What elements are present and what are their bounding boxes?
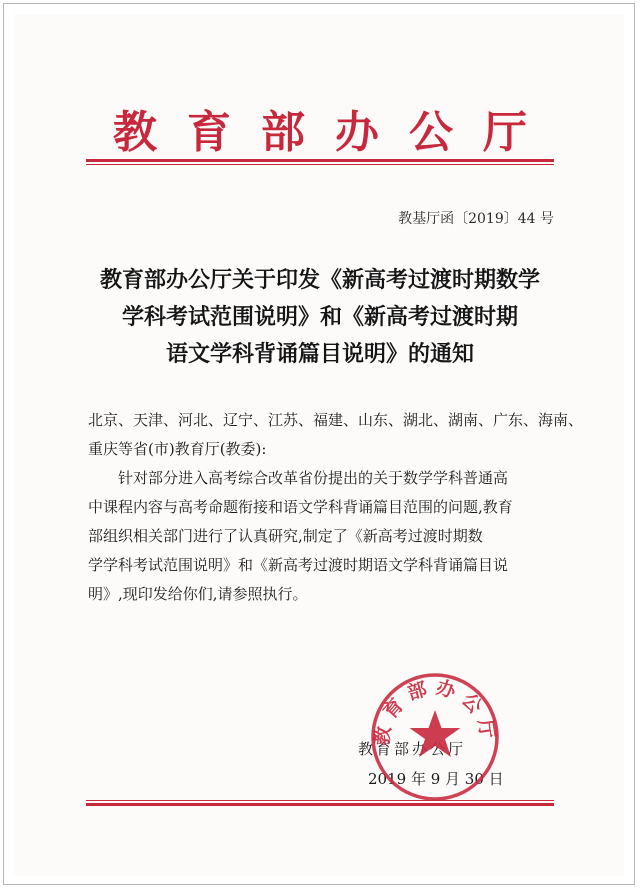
seal-text: 教育部办公厅 <box>370 676 500 748</box>
notice-title <box>60 262 580 373</box>
masthead-red-rule <box>86 159 554 165</box>
addressee-line: 重庆等省(市)教育厅(教委): <box>88 440 267 458</box>
addressee <box>88 406 584 464</box>
seal-star-icon <box>410 710 461 757</box>
title-line: 语文学科背诵篇目说明》的通知 <box>165 341 474 367</box>
body-line: 针对部分进入高考综合改革省份提出的关于数学学科普通高 <box>118 469 509 487</box>
body-line: 明》,现印发给你们,请参照执行。 <box>88 585 308 603</box>
body-line: 部组织相关部门进行了认真研究,制定了《新高考过渡时期数 <box>88 527 483 545</box>
body-line: 中课程内容与高考命题衔接和语文学科背诵篇目范围的问题,教育 <box>88 498 513 516</box>
document-number: 教基厅函〔2019〕44 号 <box>398 211 554 227</box>
title-line: 学科考试范围说明》和《新高考过渡时期 <box>121 304 518 330</box>
notice-body <box>88 464 558 609</box>
issue-date: 2019 年 9 月 30 日 <box>368 770 504 788</box>
title-line: 教育部办公厅关于印发《新高考过渡时期数学 <box>99 267 540 293</box>
issuer-name: 教育部办公厅 <box>358 740 467 758</box>
masthead-title: 教育部办公厅 <box>113 107 557 158</box>
addressee-line: 北京、天津、河北、辽宁、江苏、福建、山东、湖北、湖南、广东、海南、 <box>88 411 584 429</box>
footer-red-rule <box>86 800 554 806</box>
body-line: 学学科考试范围说明》和《新高考过渡时期语文学科背诵篇目说 <box>88 556 509 574</box>
official-seal <box>366 668 504 806</box>
